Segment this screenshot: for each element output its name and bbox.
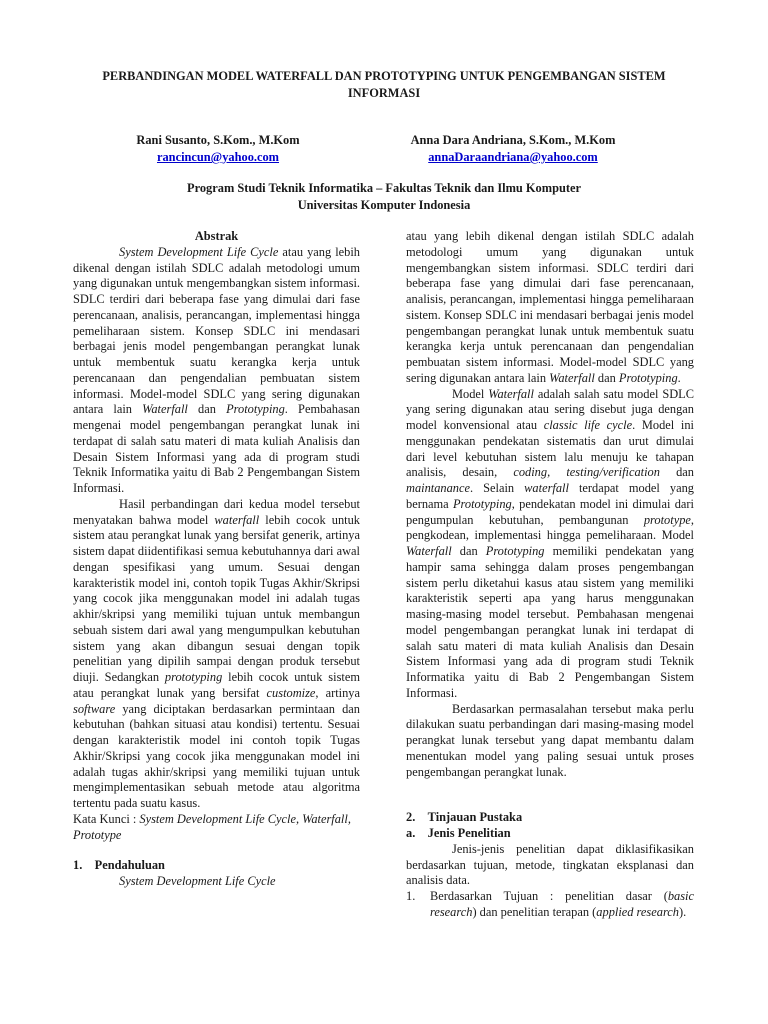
- abstract-paragraph-2: Hasil perbandingan dari kedua model tersebut menyatakan bahwa model waterfall lebih cocok untuk sistem atau perangkat lunak yang bersifat generik, artinya sistem dapat diidentifikasi semua kebutuhannya dari awal dengan spesifikasi yang umum. Sesuai dengan karakteristik model ini, contoh topik Tugas Akhir/Skripsi yang cocok jika menggunakan model ini adalah tugas akhir/skripsi yang memiliki tujuan untuk membangun sebuah sistem dari awal yang mengumpulkan kebutuhan sistem yang akan dibangun sesuai dengan topik penelitian yang dipilih sampai dengan produk tersebut diuji. Sedangkan prototyping lebih cocok untuk sistem atau perangkat lunak yang bersifat customize, artinya software yang diciptakan berdasarkan permintaan dan kebutuhan (bahkan situasi atau kondisi) tertentu. Sesuai dengan karakteristik model ini contoh topik Tugas Akhir/Skripsi yang cocok jika menggunakan model ini adalah tugas akhir/skripsi yang memiliki tujuan untuk mengimplementasikan sebuah metode atau algoritma tertentu pada suatu kasus.: [73, 496, 360, 810]
- affiliation-program: Program Studi Teknik Informatika – Fakultas Teknik dan Ilmu Komputer: [187, 181, 581, 195]
- author-email-link[interactable]: rancincun@yahoo.com: [156, 150, 279, 164]
- author-2: [376, 132, 650, 166]
- affiliation-university: Universitas Komputer Indonesia: [297, 198, 471, 212]
- section-1-paragraph-1-start: System Development Life Cycle: [119, 874, 276, 888]
- author-name: Anna Dara Andriana, S.Kom., M.Kom: [410, 133, 616, 147]
- list-item-number: 1.: [406, 889, 416, 903]
- abstract-paragraph-1: System Development Life Cycle atau yang lebih dikenal dengan istilah SDLC adalah metodologi umum yang digunakan untuk mengembangkan sistem informasi. SDLC terdiri dari beberapa fase yang dimulai dari fase perencanaan, analisis, perancangan, implementasi hingga pemeliharaan sistem. Konsep SDLC ini mendasari berbagai jenis model pengembangan perangkat lunak untuk membentuk suatu kerangka kerja untuk perencanaan dan pengendalian pembuatan sistem informasi. Model-model SDLC yang sering digunakan antara lain Waterfall dan Prototyping. Pembahasan mengenai model pengembangan perangkat lunak ini terdapat di salah satu materi di mata kuliah Analisis dan Desain Sistem Informasi yang ada di program studi Teknik Informatika yaitu di Bab 2 Pengembangan Sistem Informasi.: [73, 244, 360, 495]
- section-2-heading: 2. Tinjauan Pustaka: [406, 810, 523, 825]
- paper-title: PERBANDINGAN MODEL WATERFALL DAN PROTOTYPING UNTUK PENGEMBANGAN SISTEM INFORMASI: [102, 69, 666, 100]
- right-column: [406, 229, 694, 921]
- author-name: Rani Susanto, S.Kom., M.Kom: [136, 133, 300, 147]
- section-1-heading: 1. Pendahuluan: [73, 858, 165, 873]
- section-1-paragraph-1: atau yang lebih dikenal dengan istilah SDLC adalah metodologi umum yang digunakan untuk mengembangkan sistem informasi. SDLC terdiri dari beberapa fase yang dimulai dari fase perencanaan, analisis, perancangan, implementasi hingga pemeliharaan sistem. Konsep SDLC ini mendasari berbagai jenis model pengembangan perangkat lunak untuk membentuk suatu kerangka kerja untuk perencanaan dan pengendalian pembuatan sistem informasi. Model-model SDLC yang sering digunakan antara lain Waterfall dan Prototyping.: [406, 229, 694, 385]
- author-1: [118, 132, 318, 166]
- section-2-paragraph-1: Jenis-jenis penelitian dapat diklasifikasikan berdasarkan tujuan, metode, tingkatan eksplanasi dan analisis data.: [406, 841, 694, 888]
- abstract-heading: Abstrak: [194, 229, 239, 243]
- left-column: [73, 229, 360, 905]
- affiliation: [70, 180, 698, 214]
- section-2a-heading: a. Jenis Penelitian: [406, 826, 511, 840]
- section-1-paragraph-3: Berdasarkan permasalahan tersebut maka perlu dilakukan suatu perbandingan dari masing-masing model perangkat lunak tersebut yang dapat membantu dalam menentukan model yang paling sesuai untuk proses pengembangan perangkat lunak.: [406, 701, 694, 779]
- section-1-paragraph-2: Model Waterfall adalah salah satu model SDLC yang sering digunakan atau sering disebut juga dengan model konvensional atau classic life cycle. Model ini menggunakan pendekatan sistematis dan urut dimulai dari level kebutuhan sistem lalu menuju ke tahapan analisis, desain, coding, testing/verification dan maintanance. Selain waterfall terdapat model yang bernama Prototyping, pendekatan model ini dimulai dari pengumpulan kebutuhan, pembangunan prototype, pengkodean, implementasi hingga pemeliharaan. Model Waterfall dan Prototyping memiliki pendekatan yang hampir sama sehingga dalam proses pengembangan sistem perlu diketahui kasus atau sistem yang memiliki karakteristik seperti apa yang harus menggunakan masing-masing model tersebut. Pembahasan mengenai model pengembangan perangkat lunak ini terdapat di salah satu materi di mata kuliah Analisis dan Desain Sistem Informasi yang ada di program studi Teknik Informatika yaitu di Bab 2 Pengembangan Sistem Informasi.: [406, 386, 695, 700]
- keywords: Kata Kunci : System Development Life Cycle, Waterfall, Prototype: [73, 811, 351, 842]
- author-email-link[interactable]: annaDaraandriana@yahoo.com: [428, 150, 598, 164]
- list-item: [406, 889, 694, 921]
- list-item-text: Berdasarkan Tujuan : penelitian dasar (basic research) dan penelitian terapan (applied research).: [430, 889, 694, 919]
